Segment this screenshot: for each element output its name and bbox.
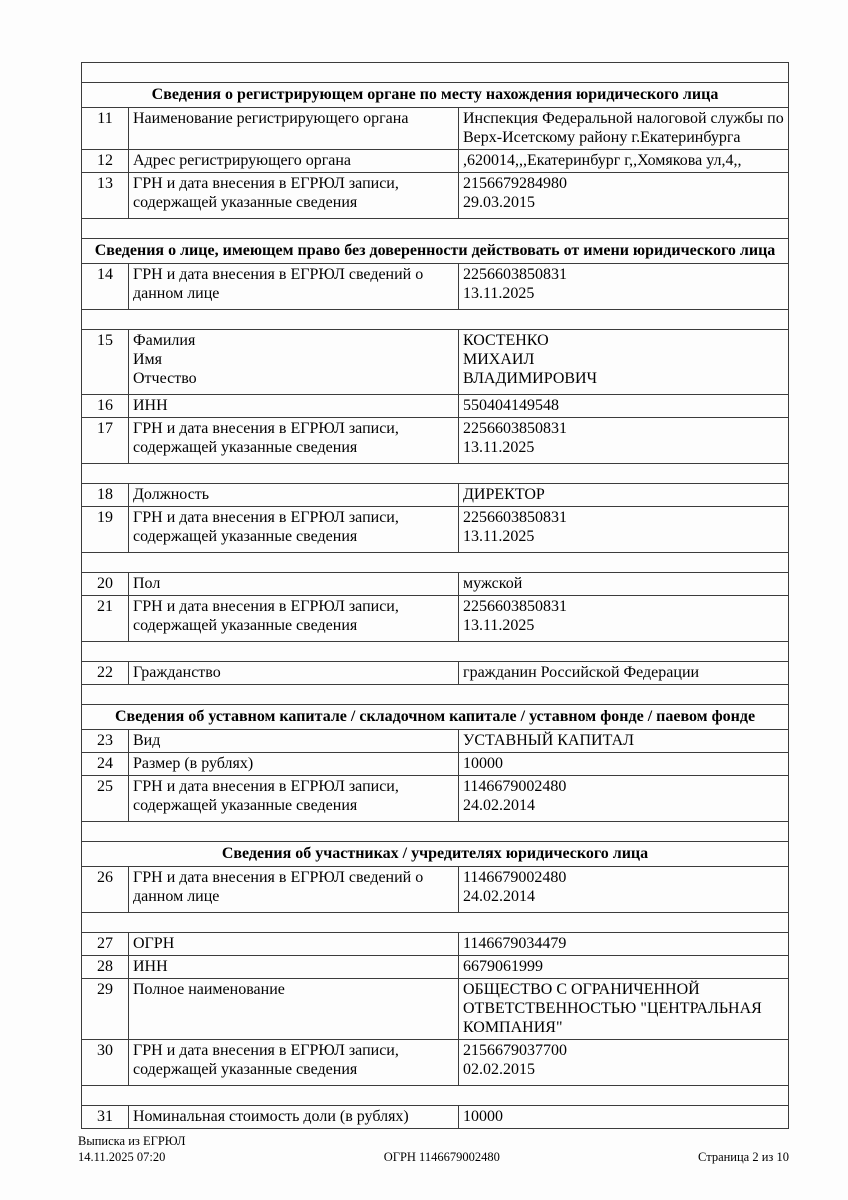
table-row-31 (82, 1106, 789, 1129)
row-number: 16 (82, 395, 129, 418)
footer-left-block (78, 1133, 186, 1165)
row-number: 24 (82, 753, 129, 776)
field-value-line: 13.11.2025 (463, 439, 535, 456)
field-value (459, 173, 789, 219)
field-label (129, 173, 459, 219)
table-row-12 (82, 150, 789, 173)
field-value (459, 730, 789, 753)
spacer-row (82, 310, 789, 330)
field-label-line: Размер (в рублях) (133, 755, 254, 772)
field-label (129, 264, 459, 310)
field-label (129, 418, 459, 464)
field-label (129, 956, 459, 979)
field-value-line: 13.11.2025 (463, 528, 535, 545)
table-row-21 (82, 596, 789, 642)
field-label (129, 753, 459, 776)
field-value-line: мужской (463, 575, 523, 592)
table-row-20 (82, 573, 789, 596)
field-value-line: 13.11.2025 (463, 285, 535, 302)
field-label-line: Наименование регистрирующего органа (133, 110, 409, 127)
row-number: 21 (82, 596, 129, 642)
field-value-line: МИХАИЛ (463, 351, 535, 368)
row-number: 19 (82, 507, 129, 553)
table-row-24 (82, 753, 789, 776)
field-value (459, 956, 789, 979)
field-label (129, 596, 459, 642)
field-value-line: ДИРЕКТОР (463, 486, 545, 503)
field-value-line: 2256603850831 (463, 420, 567, 437)
section-header: Сведения о регистрирующем органе по месту нахождения юридического лица (82, 83, 789, 108)
spacer-row (82, 219, 789, 239)
field-value-line: 2156679037700 (463, 1042, 567, 1059)
table-row-23 (82, 730, 789, 753)
spacer-row (82, 685, 789, 705)
spacer-row (82, 63, 789, 83)
field-label (129, 330, 459, 395)
field-value (459, 753, 789, 776)
section-header-row (82, 705, 789, 730)
row-number: 28 (82, 956, 129, 979)
field-value-line: ВЛАДИМИРОВИЧ (463, 370, 597, 387)
field-label-line: ГРН и дата внесения в ЕГРЮЛ записи, содержащей указанные сведения (133, 420, 399, 456)
spacer-cell (82, 642, 789, 662)
field-label-line: ГРН и дата внесения в ЕГРЮЛ сведений о данном лице (133, 869, 424, 905)
field-value-line: 2256603850831 (463, 598, 567, 615)
field-value-line: УСТАВНЫЙ КАПИТАЛ (463, 732, 634, 749)
field-value-line: КОСТЕНКО (463, 332, 549, 349)
field-value-line: Инспекция Федеральной налоговой службы по Верх-Исетскому району г.Екатеринбурга (463, 110, 784, 146)
field-label-line: ИНН (133, 397, 168, 414)
field-value-line: 2256603850831 (463, 266, 567, 283)
field-value-line: 1146679034479 (463, 935, 567, 952)
table-row-28 (82, 956, 789, 979)
footer-ogrn: ОГРН 1146679002480 (383, 1150, 500, 1164)
table-row-22 (82, 662, 789, 685)
spacer-row (82, 913, 789, 933)
spacer-row (82, 642, 789, 662)
field-value (459, 933, 789, 956)
table-row-11 (82, 108, 789, 150)
spacer-row (82, 1086, 789, 1106)
field-label (129, 1106, 459, 1129)
field-label (129, 395, 459, 418)
field-value (459, 1106, 789, 1129)
row-number: 26 (82, 867, 129, 913)
field-value-line: 2256603850831 (463, 509, 567, 526)
field-label-line: Отчество (133, 370, 197, 387)
field-value (459, 264, 789, 310)
field-value (459, 395, 789, 418)
table-row-26 (82, 867, 789, 913)
field-label-line: Пол (133, 575, 161, 592)
footer-doc-title: Выписка из ЕГРЮЛ (78, 1134, 186, 1148)
row-number: 23 (82, 730, 129, 753)
section-header-row (82, 83, 789, 108)
field-label (129, 150, 459, 173)
field-label (129, 776, 459, 822)
section-header: Сведения о лице, имеющем право без доверенности действовать от имени юридического лица (82, 239, 789, 264)
field-label-line: ГРН и дата внесения в ЕГРЮЛ записи, содержащей указанные сведения (133, 509, 399, 545)
table-row-30 (82, 1040, 789, 1086)
field-value-line: 24.02.2014 (463, 797, 535, 814)
field-value-line: 10000 (463, 1108, 503, 1125)
table-row-18 (82, 484, 789, 507)
spacer-cell (82, 822, 789, 842)
section-header: Сведения об участниках / учредителях юридического лица (82, 842, 789, 867)
field-value-line: 13.11.2025 (463, 617, 535, 634)
field-label-line: Адрес регистрирующего органа (133, 152, 352, 169)
table-row-17 (82, 418, 789, 464)
field-value-line: 2156679284980 (463, 175, 567, 192)
row-number: 22 (82, 662, 129, 685)
field-label-line: Вид (133, 732, 161, 749)
spacer-cell (82, 1086, 789, 1106)
field-value (459, 418, 789, 464)
field-value-line: 550404149548 (463, 397, 559, 414)
row-number: 12 (82, 150, 129, 173)
field-value (459, 596, 789, 642)
field-value (459, 150, 789, 173)
field-label-line: ГРН и дата внесения в ЕГРЮЛ записи, содержащей указанные сведения (133, 598, 399, 634)
page-footer (78, 1133, 789, 1165)
section-header-row (82, 239, 789, 264)
field-label (129, 979, 459, 1040)
spacer-row (82, 464, 789, 484)
field-label (129, 867, 459, 913)
field-label-line: Гражданство (133, 664, 221, 681)
table-row-29 (82, 979, 789, 1040)
field-label-line: ИНН (133, 958, 168, 975)
field-label (129, 573, 459, 596)
section-header: Сведения об уставном капитале / складочном капитале / уставном фонде / паевом фонде (82, 705, 789, 730)
table-row-15 (82, 330, 789, 395)
field-label (129, 662, 459, 685)
table-row-19 (82, 507, 789, 553)
spacer-cell (82, 553, 789, 573)
field-value (459, 1040, 789, 1086)
spacer-cell (82, 310, 789, 330)
spacer-cell (82, 219, 789, 239)
field-value-line: 24.02.2014 (463, 888, 535, 905)
field-value-line: 6679061999 (463, 958, 543, 975)
footer-datetime: 14.11.2025 07:20 (78, 1150, 166, 1164)
table-row-13 (82, 173, 789, 219)
row-number: 30 (82, 1040, 129, 1086)
table-row-16 (82, 395, 789, 418)
field-value (459, 867, 789, 913)
footer-page-number: Страница 2 из 10 (698, 1150, 789, 1164)
field-value-line: ОБЩЕСТВО С ОГРАНИЧЕННОЙ ОТВЕТСТВЕННОСТЬЮ "ЦЕНТРАЛЬНАЯ КОМПАНИЯ" (463, 981, 762, 1036)
row-number: 17 (82, 418, 129, 464)
field-label-line: Должность (133, 486, 210, 503)
field-value (459, 330, 789, 395)
field-value-line: ,620014,,,Екатеринбург г,,Хомякова ул,4,, (463, 152, 742, 169)
field-label-line: Номинальная стоимость доли (в рублях) (133, 1108, 409, 1125)
field-value (459, 108, 789, 150)
field-value-line: 1146679002480 (463, 778, 567, 795)
field-label-line: ОГРН (133, 935, 175, 952)
field-label-line: Имя (133, 351, 163, 368)
field-label (129, 108, 459, 150)
spacer-cell (82, 63, 789, 83)
field-label-line: Полное наименование (133, 981, 285, 998)
field-value (459, 979, 789, 1040)
spacer-cell (82, 913, 789, 933)
table-row-27 (82, 933, 789, 956)
row-number: 18 (82, 484, 129, 507)
row-number: 20 (82, 573, 129, 596)
field-label (129, 507, 459, 553)
spacer-cell (82, 464, 789, 484)
field-label-line: ГРН и дата внесения в ЕГРЮЛ записи, содержащей указанные сведения (133, 1042, 399, 1078)
table-row-25 (82, 776, 789, 822)
row-number: 13 (82, 173, 129, 219)
field-value (459, 484, 789, 507)
table-row-14 (82, 264, 789, 310)
field-value (459, 662, 789, 685)
field-value-line: 1146679002480 (463, 869, 567, 886)
field-label (129, 933, 459, 956)
row-number: 15 (82, 330, 129, 395)
field-label (129, 484, 459, 507)
field-label-line: ГРН и дата внесения в ЕГРЮЛ сведений о данном лице (133, 266, 424, 302)
section-header-row (82, 842, 789, 867)
field-label (129, 1040, 459, 1086)
field-value (459, 507, 789, 553)
field-value (459, 573, 789, 596)
field-label-line: ГРН и дата внесения в ЕГРЮЛ записи, содержащей указанные сведения (133, 175, 399, 211)
field-value (459, 776, 789, 822)
row-number: 29 (82, 979, 129, 1040)
spacer-cell (82, 685, 789, 705)
row-number: 27 (82, 933, 129, 956)
row-number: 25 (82, 776, 129, 822)
row-number: 31 (82, 1106, 129, 1129)
field-value-line: гражданин Российской Федерации (463, 664, 700, 681)
spacer-row (82, 822, 789, 842)
egrul-table (81, 62, 789, 1129)
field-label (129, 730, 459, 753)
field-value-line: 29.03.2015 (463, 194, 535, 211)
row-number: 14 (82, 264, 129, 310)
row-number: 11 (82, 108, 129, 150)
field-label-line: Фамилия (133, 332, 196, 349)
spacer-row (82, 553, 789, 573)
field-value-line: 10000 (463, 755, 503, 772)
field-value-line: 02.02.2015 (463, 1061, 535, 1078)
field-label-line: ГРН и дата внесения в ЕГРЮЛ записи, содержащей указанные сведения (133, 778, 399, 814)
